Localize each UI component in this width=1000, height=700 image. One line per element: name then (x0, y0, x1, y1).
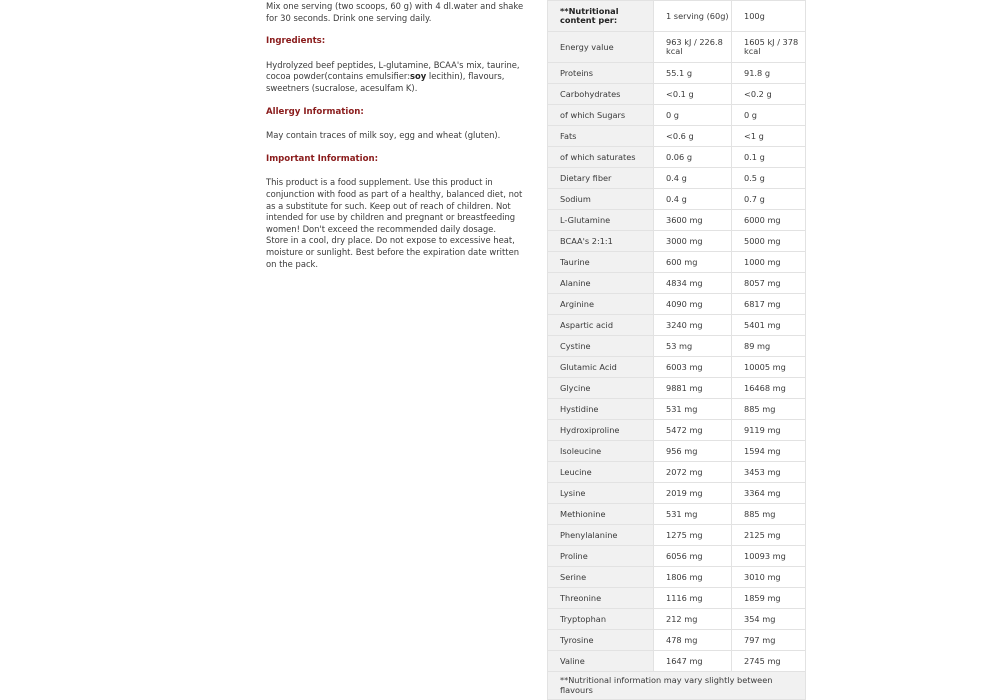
table-row (548, 462, 806, 483)
row-per100: 354 mg (732, 609, 806, 630)
row-serving: 3600 mg (654, 210, 732, 231)
row-per100: 9119 mg (732, 420, 806, 441)
ingredients-text (266, 60, 532, 95)
row-serving: 4834 mg (654, 273, 732, 294)
energy-serving: 963 kJ / 226.8 kcal (654, 32, 732, 63)
row-serving: 956 mg (654, 441, 732, 462)
row-serving: 1275 mg (654, 525, 732, 546)
table-row (548, 273, 806, 294)
row-serving: 600 mg (654, 252, 732, 273)
important-heading: Important Information: (266, 153, 379, 164)
row-serving: 6056 mg (654, 546, 732, 567)
row-label: Glutamic Acid (548, 357, 654, 378)
row-label: Glycine (548, 378, 654, 399)
table-row (548, 525, 806, 546)
table-row (548, 336, 806, 357)
header-serving: 1 serving (60g) (654, 1, 732, 32)
table-row (548, 651, 806, 672)
row-label: Threonine (548, 588, 654, 609)
row-label: Proline (548, 546, 654, 567)
row-per100: <0.2 g (732, 84, 806, 105)
row-serving: 55.1 g (654, 63, 732, 84)
row-per100: 2745 mg (732, 651, 806, 672)
row-per100: 6000 mg (732, 210, 806, 231)
row-per100: 885 mg (732, 504, 806, 525)
ingredients-heading: Ingredients: (266, 36, 326, 47)
row-per100: 5401 mg (732, 315, 806, 336)
row-label: BCAA's 2:1:1 (548, 231, 654, 252)
row-label: L-Glutamine (548, 210, 654, 231)
row-label: Carbohydrates (548, 84, 654, 105)
row-serving: 4090 mg (654, 294, 732, 315)
row-per100: 1859 mg (732, 588, 806, 609)
row-serving: 5472 mg (654, 420, 732, 441)
ingredients-text-part: lecithin), flavours, sweetners (sucralose, acesulfam K). (266, 71, 505, 93)
usage-instructions: Mix one serving (two scoops, 60 g) with 4 dl.water and shake for 30 seconds. Drink one serving daily. (266, 1, 524, 23)
row-per100: 91.8 g (732, 63, 806, 84)
row-label: Tryptophan (548, 609, 654, 630)
table-row (548, 252, 806, 273)
row-label: of which saturates (548, 147, 654, 168)
table-row (548, 420, 806, 441)
row-serving: 531 mg (654, 504, 732, 525)
table-row (548, 231, 806, 252)
row-label: Cystine (548, 336, 654, 357)
row-label: Alanine (548, 273, 654, 294)
table-row (548, 357, 806, 378)
row-label: Taurine (548, 252, 654, 273)
table-row (548, 147, 806, 168)
row-serving: 478 mg (654, 630, 732, 651)
row-per100: 0.7 g (732, 189, 806, 210)
row-label: Phenylalanine (548, 525, 654, 546)
row-serving: 53 mg (654, 336, 732, 357)
row-serving: <0.6 g (654, 126, 732, 147)
row-serving: 0.4 g (654, 189, 732, 210)
row-per100: 6817 mg (732, 294, 806, 315)
ingredients-text-part: Hydrolyzed beef peptides, L-glutamine, BCAA's mix, taurine, cocoa powder(contains emulsifier: (266, 59, 520, 82)
row-per100: <1 g (732, 126, 806, 147)
row-per100: 797 mg (732, 630, 806, 651)
table-row (548, 504, 806, 525)
table-footnote-row (548, 672, 806, 700)
row-serving: 0.06 g (654, 147, 732, 168)
row-per100: 0.1 g (732, 147, 806, 168)
allergy-heading: Allergy Information: (266, 106, 364, 117)
row-per100: 1594 mg (732, 441, 806, 462)
allergy-text: May contain traces of milk soy, egg and wheat (gluten). (266, 130, 501, 141)
table-row (548, 315, 806, 336)
row-serving: 0 g (654, 105, 732, 126)
row-label: Proteins (548, 63, 654, 84)
row-label: of which Sugars (548, 105, 654, 126)
row-label: Arginine (548, 294, 654, 315)
row-per100: 885 mg (732, 399, 806, 420)
row-label: Serine (548, 567, 654, 588)
row-per100: 2125 mg (732, 525, 806, 546)
row-label: Fats (548, 126, 654, 147)
important-text: This product is a food supplement. Use this product in conjunction with food as part of a healthy, balanced diet, not as a substitute for such. Keep out of reach of children. Not intended for use by children and pregnant or breastfeeding women! Don't exceed the recommended daily dosage. (266, 177, 523, 234)
row-serving: 1806 mg (654, 567, 732, 588)
row-per100: 3453 mg (732, 462, 806, 483)
row-label: Aspartic acid (548, 315, 654, 336)
row-serving: 2072 mg (654, 462, 732, 483)
table-row (548, 399, 806, 420)
table-row (548, 105, 806, 126)
row-per100: 5000 mg (732, 231, 806, 252)
row-per100: 16468 mg (732, 378, 806, 399)
row-serving: 1647 mg (654, 651, 732, 672)
table-row (548, 168, 806, 189)
row-per100: 3364 mg (732, 483, 806, 504)
table-row (548, 588, 806, 609)
table-row-energy (548, 32, 806, 63)
row-serving: 1116 mg (654, 588, 732, 609)
table-row (548, 189, 806, 210)
row-label: Isoleucine (548, 441, 654, 462)
nutrition-table (547, 0, 806, 700)
table-row (548, 630, 806, 651)
table-row (548, 294, 806, 315)
row-label: Hystidine (548, 399, 654, 420)
header-label: **Nutritional content per: (548, 1, 654, 32)
table-row (548, 84, 806, 105)
row-label: Valine (548, 651, 654, 672)
row-label: Tyrosine (548, 630, 654, 651)
storage-text: Store in a cool, dry place. Do not expose to excessive heat, moisture or sunlight. Best before the expiration date written on the pack. (266, 235, 520, 269)
row-serving: 531 mg (654, 399, 732, 420)
table-footnote: **Nutritional information may vary slightly between flavours (548, 672, 806, 700)
table-row (548, 609, 806, 630)
header-per100: 100g (732, 1, 806, 32)
row-label: Sodium (548, 189, 654, 210)
product-description (266, 0, 532, 270)
row-label: Dietary fiber (548, 168, 654, 189)
row-serving: 3000 mg (654, 231, 732, 252)
energy-per100: 1605 kJ / 378 kcal (732, 32, 806, 63)
row-label: Methionine (548, 504, 654, 525)
table-row (548, 546, 806, 567)
row-per100: 0 g (732, 105, 806, 126)
row-per100: 0.5 g (732, 168, 806, 189)
table-row (548, 378, 806, 399)
row-per100: 10005 mg (732, 357, 806, 378)
row-serving: 2019 mg (654, 483, 732, 504)
row-per100: 10093 mg (732, 546, 806, 567)
row-per100: 3010 mg (732, 567, 806, 588)
row-serving: <0.1 g (654, 84, 732, 105)
row-per100: 1000 mg (732, 252, 806, 273)
table-row (548, 483, 806, 504)
row-label: Leucine (548, 462, 654, 483)
table-row (548, 210, 806, 231)
row-serving: 9881 mg (654, 378, 732, 399)
table-row (548, 441, 806, 462)
row-serving: 212 mg (654, 609, 732, 630)
row-per100: 89 mg (732, 336, 806, 357)
table-row (548, 63, 806, 84)
table-header-row (548, 1, 806, 32)
row-serving: 0.4 g (654, 168, 732, 189)
row-label: Lysine (548, 483, 654, 504)
row-label: Hydroxiproline (548, 420, 654, 441)
row-serving: 6003 mg (654, 357, 732, 378)
table-row (548, 567, 806, 588)
row-per100: 8057 mg (732, 273, 806, 294)
table-row (548, 126, 806, 147)
energy-label: Energy value (548, 32, 654, 63)
row-serving: 3240 mg (654, 315, 732, 336)
allergen-soy: soy (410, 71, 427, 82)
